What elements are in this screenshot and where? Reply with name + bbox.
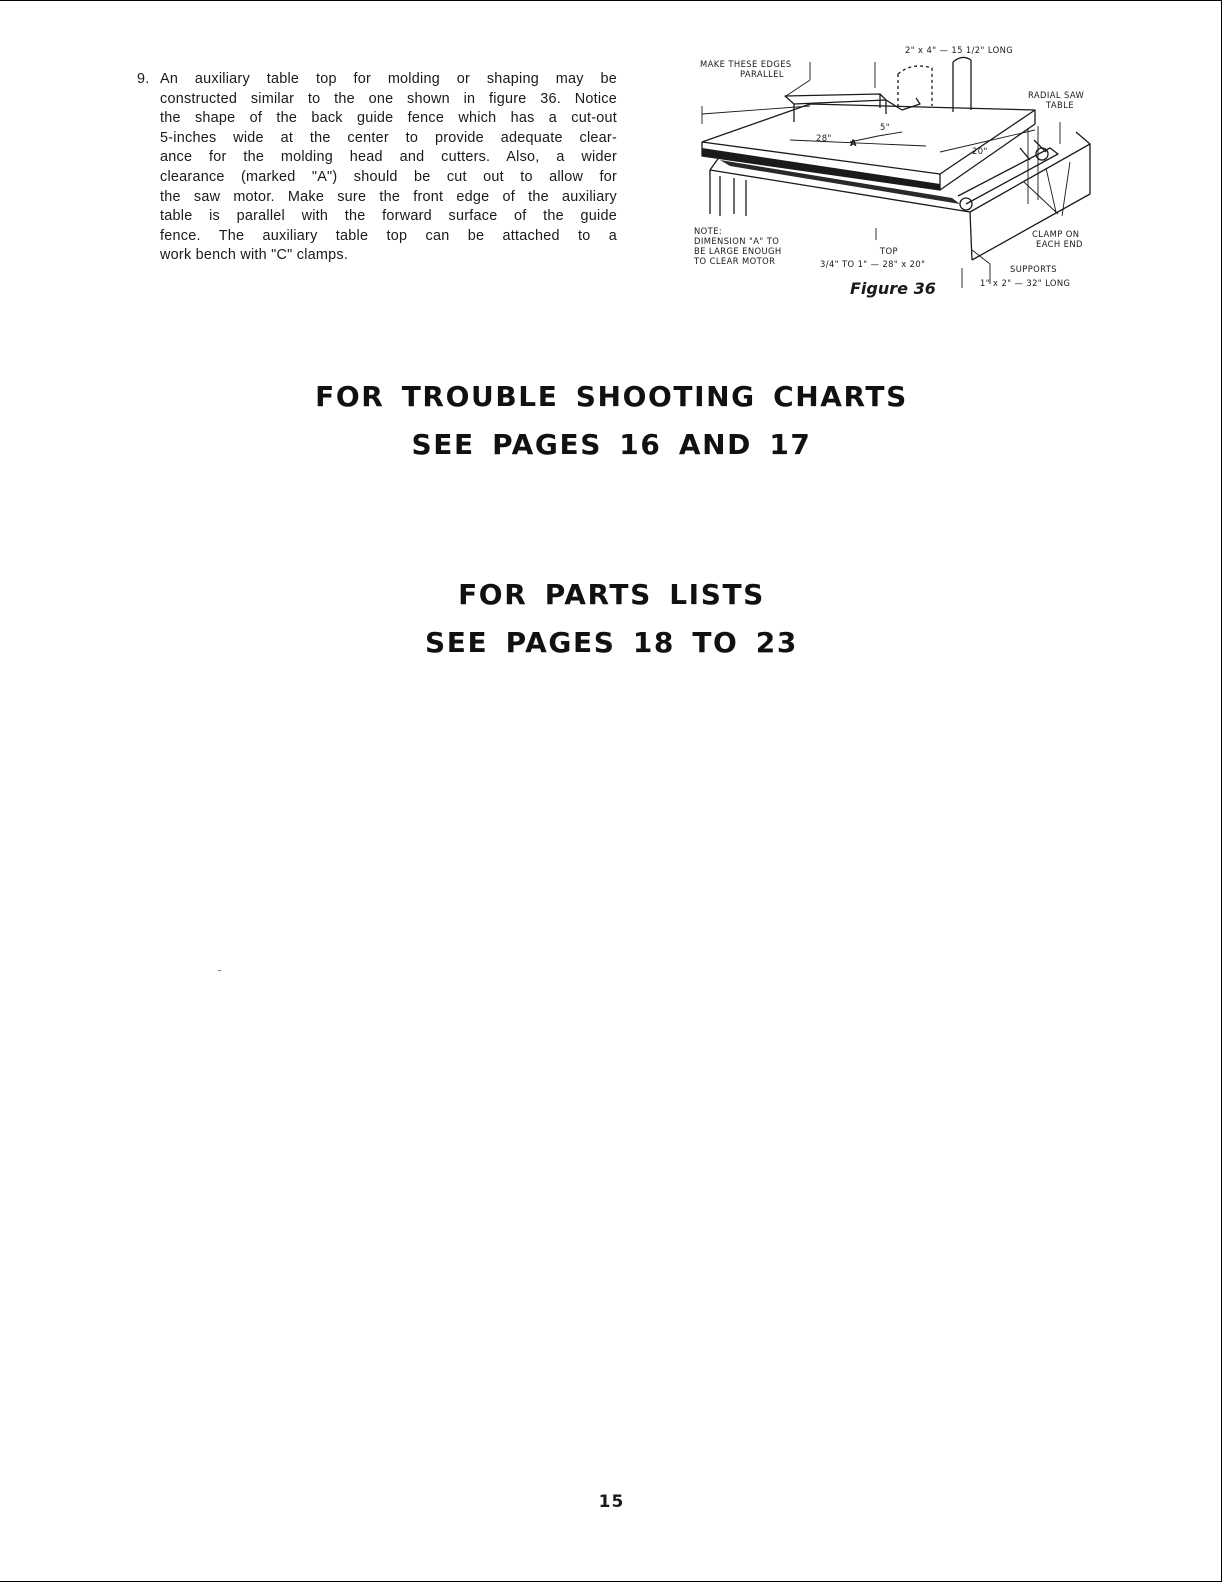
trouble-shooting-pages: SEE PAGES 16 AND 17 <box>411 428 812 461</box>
label-clamp-1: CLAMP ON <box>1032 229 1080 239</box>
step-line: clearance (marked "A") should be cut out to allow for <box>160 168 617 185</box>
label-supports-1: SUPPORTS <box>1010 264 1057 274</box>
figure-36 <box>690 44 1115 306</box>
trouble-shooting-heading: FOR TROUBLE SHOOTING CHARTS <box>315 380 908 413</box>
label-clamp-2: EACH END <box>1036 239 1083 249</box>
label-note-2: DIMENSION "A" TO <box>694 236 780 246</box>
step-line: An auxiliary table top for molding or shaping may be <box>160 71 617 87</box>
label-fence-size: 2" x 4" — 15 1/2" LONG <box>905 45 1014 55</box>
step-line: constructed similar to the one shown in figure 36. Notice <box>160 90 617 107</box>
label-supports-2: 1" x 2" — 32" LONG <box>980 278 1071 288</box>
step-line: fence. The auxiliary table top can be attached to a <box>160 227 617 244</box>
parts-lists-heading: FOR PARTS LISTS <box>458 578 765 611</box>
label-dim-a: A <box>850 138 857 148</box>
step-line: the shape of the back guide fence which has a cut-out <box>160 110 617 127</box>
step-line: work bench with "C" clamps. <box>160 247 349 264</box>
label-edges-1: MAKE THESE EDGES <box>700 59 792 69</box>
step-text <box>160 70 617 266</box>
step-line: 5-inches wide at the center to provide adequate clear- <box>160 129 617 146</box>
parts-lists-pages: SEE PAGES 18 TO 23 <box>425 626 798 659</box>
label-top-2: 3/4" TO 1" — 28" x 20" <box>820 259 926 269</box>
step-line: the saw motor. Make sure the front edge of the auxiliary <box>160 188 617 205</box>
scan-speck <box>218 970 221 971</box>
step-number: 9. <box>137 71 150 87</box>
label-edges-2: PARALLEL <box>740 69 784 79</box>
label-dim-5: 5" <box>880 122 890 132</box>
auxiliary-table-illustration <box>690 44 1115 306</box>
label-top-1: TOP <box>880 246 898 256</box>
step-line: table is parallel with the forward surface of the guide <box>160 208 617 225</box>
figure-caption: Figure 36 <box>850 279 936 298</box>
label-note-3: BE LARGE ENOUGH <box>694 246 782 256</box>
page-number: 15 <box>598 1492 625 1512</box>
label-dim-28: 28" <box>816 133 832 143</box>
label-saw-table-1: RADIAL SAW <box>1028 90 1085 100</box>
label-dim-20: 20" <box>972 146 988 156</box>
label-note-1: NOTE: <box>694 226 723 236</box>
label-note-4: TO CLEAR MOTOR <box>694 256 776 266</box>
step-line: ance for the molding head and cutters. Also, a wider <box>160 149 617 166</box>
label-saw-table-2: TABLE <box>1046 100 1074 110</box>
